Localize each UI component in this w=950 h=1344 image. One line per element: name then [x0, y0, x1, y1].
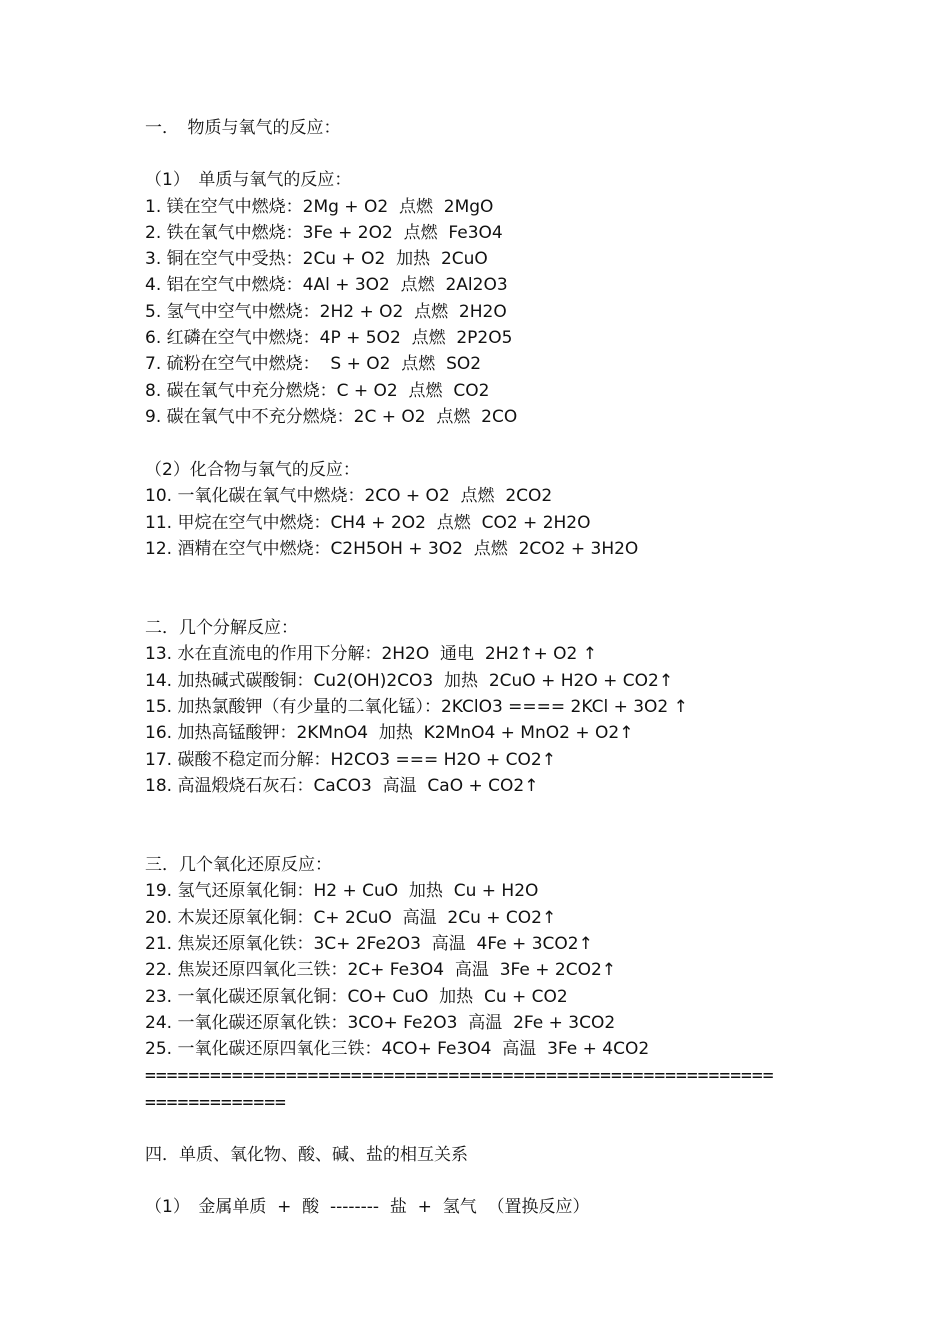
- reaction-line-7: 7. 硫粉在空气中燃烧： S + O2 点燃 SO2: [145, 354, 482, 374]
- separator-rule-line-2: =============: [145, 1092, 286, 1113]
- subsection-heading-1-2: （2）化合物与氧气的反应：: [145, 460, 360, 480]
- reaction-line-6: 6. 红磷在空气中燃烧：4P + 5O2 点燃 2P2O5: [145, 328, 513, 348]
- subsection-heading-4-1: （1） 金属单质 + 酸 -------- 盐 + 氢气 （置换反应）: [145, 1197, 590, 1217]
- reaction-line-2: 2. 铁在氧气中燃烧：3Fe + 2O2 点燃 Fe3O4: [145, 223, 503, 243]
- section-heading-4: 四．单质、氧化物、酸、碱、盐的相互关系: [145, 1145, 468, 1165]
- section-heading-3: 三．几个氧化还原反应：: [145, 855, 332, 875]
- reaction-line-17: 17. 碳酸不稳定而分解：H2CO3 === H2O + CO2↑: [145, 750, 556, 770]
- section-heading-1: 一． 物质与氧气的反应：: [145, 118, 341, 138]
- reaction-line-19: 19. 氢气还原氧化铜：H2 + CuO 加热 Cu + H2O: [145, 881, 539, 901]
- reaction-line-22: 22. 焦炭还原四氧化三铁：2C+ Fe3O4 高温 3Fe + 2CO2↑: [145, 960, 617, 980]
- reaction-line-11: 11. 甲烷在空气中燃烧：CH4 + 2O2 点燃 CO2 + 2H2O: [145, 513, 591, 533]
- section-heading-2: 二．几个分解反应：: [145, 618, 298, 638]
- reaction-line-5: 5. 氢气中空气中燃烧：2H2 + O2 点燃 2H2O: [145, 302, 507, 322]
- reaction-line-18: 18. 高温煅烧石灰石：CaCO3 高温 CaO + CO2↑: [145, 776, 539, 796]
- reaction-line-14: 14. 加热碱式碳酸铜：Cu2(OH)2CO3 加热 2CuO + H2O + CO2↑: [145, 671, 674, 691]
- reaction-line-1: 1. 镁在空气中燃烧：2Mg + O2 点燃 2MgO: [145, 197, 494, 217]
- reaction-line-16: 16. 加热高锰酸钾：2KMnO4 加热 K2MnO4 + MnO2 + O2↑: [145, 723, 634, 743]
- reaction-line-9: 9. 碳在氧气中不充分燃烧：2C + O2 点燃 2CO: [145, 407, 518, 427]
- reaction-line-13: 13. 水在直流电的作用下分解：2H2O 通电 2H2↑+ O2 ↑: [145, 644, 598, 664]
- reaction-line-20: 20. 木炭还原氧化铜：C+ 2CuO 高温 2Cu + CO2↑: [145, 908, 557, 928]
- reaction-line-12: 12. 酒精在空气中燃烧：C2H5OH + 3O2 点燃 2CO2 + 3H2O: [145, 539, 639, 559]
- reaction-line-15: 15. 加热氯酸钾（有少量的二氧化锰）：2KClO3 ==== 2KCl + 3O2 ↑: [145, 697, 688, 717]
- subsection-heading-1-1: （1） 单质与氧气的反应：: [145, 170, 352, 190]
- reaction-line-21: 21. 焦炭还原氧化铁：3C+ 2Fe2O3 高温 4Fe + 3CO2↑: [145, 934, 593, 954]
- reaction-line-24: 24. 一氧化碳还原氧化铁：3CO+ Fe2O3 高温 2Fe + 3CO2: [145, 1013, 616, 1033]
- reaction-line-23: 23. 一氧化碳还原氧化铜：CO+ CuO 加热 Cu + CO2: [145, 987, 568, 1007]
- reaction-line-3: 3. 铜在空气中受热：2Cu + O2 加热 2CuO: [145, 249, 488, 269]
- reaction-line-4: 4. 铝在空气中燃烧：4Al + 3O2 点燃 2Al2O3: [145, 275, 508, 295]
- separator-rule-line-1: ==========================================================: [145, 1065, 774, 1086]
- reaction-line-8: 8. 碳在氧气中充分燃烧：C + O2 点燃 CO2: [145, 381, 490, 401]
- reaction-line-25: 25. 一氧化碳还原四氧化三铁：4CO+ Fe3O4 高温 3Fe + 4CO2: [145, 1039, 650, 1059]
- reaction-line-10: 10. 一氧化碳在氧气中燃烧：2CO + O2 点燃 2CO2: [145, 486, 553, 506]
